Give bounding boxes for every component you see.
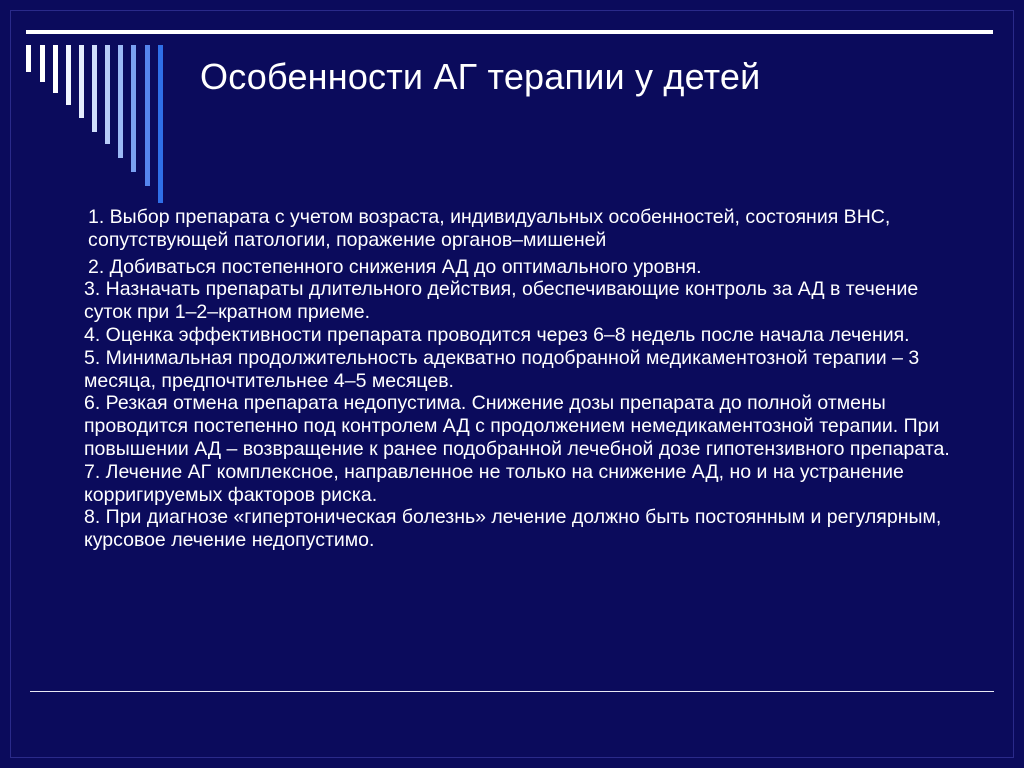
stripe-5 (79, 45, 84, 118)
stripe-10 (145, 45, 150, 186)
slide-body (84, 206, 964, 552)
stripe-6 (92, 45, 97, 132)
list-item: 8. При диагнозе «гипертоническая болезнь» лечение должно быть постоянным и регулярным, курсовое лечение недопустимо. (84, 506, 942, 552)
stripe-11 (158, 45, 163, 203)
stripe-4 (66, 45, 71, 105)
decorative-stripes (0, 0, 1024, 220)
list-item: 2. Добиваться постепенного снижения АД до оптимального уровня. (88, 255, 702, 278)
top-rule (26, 30, 993, 34)
list-item: 7. Лечение АГ комплексное, направленное не только на снижение АД, но и на устранение корригируемых факторов риска. (84, 460, 904, 506)
list-item: 6. Резкая отмена препарата недопустима. Снижение дозы препарата до полной отмены проводится постепенно под контролем АД с продолжением немедикаментозной терапии. При повышении АД – возвращение к ранее подобранной лечебной дозе гипотензивного препарата. (84, 392, 950, 460)
stripe-3 (53, 45, 58, 93)
stripe-9 (131, 45, 136, 172)
list-item: 5. Минимальная продолжительность адекватно подобранной медикаментозной терапии – 3 месяца, предпочтительнее 4–5 месяцев. (84, 346, 920, 392)
slide-title: Особенности АГ терапии у детей (200, 56, 761, 97)
list-item: 3. Назначать препараты длительного действия, обеспечивающие контроль за АД в течение суток при 1–2–кратном приеме. (84, 278, 919, 324)
stripe-1 (26, 45, 31, 72)
list-item: 1. Выбор препарата с учетом возраста, индивидуальных особенностей, состояния ВНС, сопутствующей патологии, поражение органов–мишеней (88, 206, 891, 251)
stripe-2 (40, 45, 45, 82)
stripe-8 (118, 45, 123, 158)
list-item: 4. Оценка эффективности препарата проводится через 6–8 недель после начала лечения. (84, 323, 910, 346)
bottom-divider (30, 691, 994, 692)
stripe-7 (105, 45, 110, 144)
